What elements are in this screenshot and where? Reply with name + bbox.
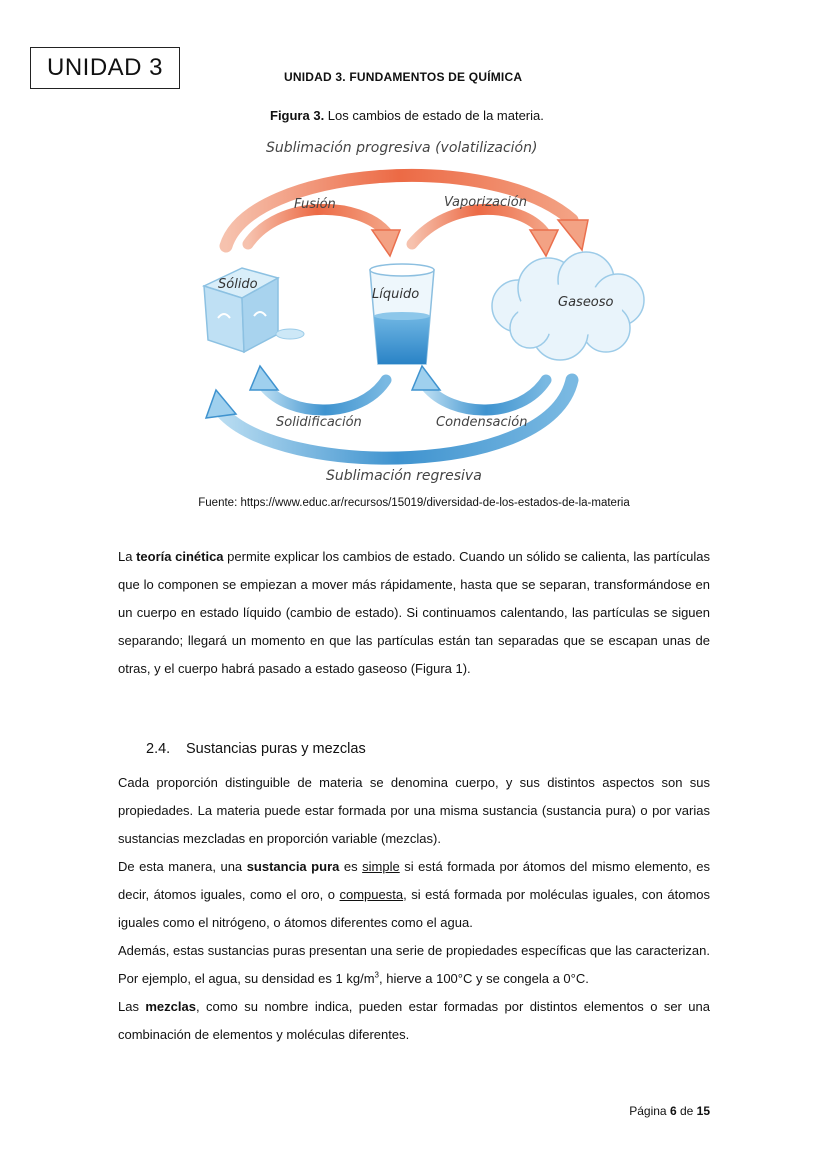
figure-caption-text: Los cambios de estado de la materia. xyxy=(324,108,544,123)
unit-label: UNIDAD 3 xyxy=(46,54,164,81)
term-mixtures: mezclas xyxy=(145,999,196,1014)
section-heading xyxy=(146,741,366,757)
page-total: 15 xyxy=(696,1104,710,1118)
figure-caption-number: Figura 3. xyxy=(270,108,325,123)
term-simple: simple xyxy=(362,859,400,874)
paragraph2-text: , hierve a 100°C y se congela a 0°C. xyxy=(379,971,589,986)
states-of-matter-diagram xyxy=(190,128,660,490)
paragraph2-text: , como su nombre indica, pueden estar formadas por distintos elementos o ser una combinación de elementos y moléculas diferentes. xyxy=(118,999,710,1042)
vaporization-arrow xyxy=(412,209,558,256)
page-current: 6 xyxy=(669,1104,677,1118)
label-gas: Gaseoso xyxy=(558,295,614,310)
label-sublimation-regressive: Sublimación regresiva xyxy=(326,468,482,484)
paragraph2-text: si está formada por átomos del mismo elemento, es decir, átomos iguales, como el oro, o xyxy=(118,859,710,902)
glass-of-water-illustration xyxy=(370,264,434,364)
page-separator: de xyxy=(676,1104,697,1118)
label-condensation: Condensación xyxy=(436,415,528,430)
unit-label-box xyxy=(30,47,180,89)
figure-source: Fuente: https://www.educ.ar/recursos/15019/diversidad-de-los-estados-de-la-materia xyxy=(198,497,630,509)
paragraph2-text: Además, estas sustancias puras presentan una serie de propiedades específicas que las caracterizan. Por ejemplo, el agua, su densidad es 1 kg/m xyxy=(118,943,710,986)
header-title: UNIDAD 3. FUNDAMENTOS DE QUÍMICA xyxy=(284,70,523,84)
label-liquid: Líquido xyxy=(372,287,420,302)
label-solidification: Solidificación xyxy=(276,415,362,430)
paragraph2-text: Las xyxy=(118,999,146,1014)
paragraph1-text: permite explicar los cambios de estado. Cuando un sólido se calienta, las partículas que lo componen se empiezan a mover más rápidamente, hasta que se separan, transformándose en un cuerpo en estado líquido (cambio de estado). Si continuamos calentando, las partículas se siguen separando; llegará un momento en que las partículas están tan separadas que se escapan unas de otras, y el cuerpo habrá pasado a estado gaseoso (Figura 1). xyxy=(118,549,710,676)
page-number xyxy=(629,1104,710,1118)
label-sublimation-progressive: Sublimación progresiva (volatilización) xyxy=(266,140,538,156)
paragraph-kinetic-theory xyxy=(118,543,710,683)
paragraph2-text: es xyxy=(339,859,363,874)
section-number: 2.4. xyxy=(146,741,171,757)
term-kinetic-theory: teoría cinética xyxy=(136,549,224,564)
term-pure-substance: sustancia pura xyxy=(246,859,340,874)
superscript-cubed: 3 xyxy=(374,970,379,980)
label-fusion: Fusión xyxy=(294,197,336,212)
section-title: Sustancias puras y mezclas xyxy=(186,741,366,757)
solidification-arrow xyxy=(250,366,386,410)
fusion-arrow xyxy=(248,209,400,256)
page-label: Página xyxy=(629,1104,670,1118)
paragraph-pure-substances xyxy=(118,769,710,1049)
paragraph2-text: Cada proporción distinguible de materia se denomina cuerpo, y sus distintos aspectos son sus propiedades. La materia puede estar formada por una misma sustancia (sustancia pura) o por varias sustancias mezcladas en proporción variable (mezclas). xyxy=(118,775,710,846)
paragraph1-text: La xyxy=(118,549,137,564)
label-solid: Sólido xyxy=(218,277,258,292)
condensation-arrow xyxy=(412,366,546,410)
term-compound: compuesta xyxy=(339,887,404,902)
figure-caption xyxy=(270,108,544,123)
paragraph2-text: , si está formada por moléculas iguales, con átomos iguales como el nitrógeno, o átomos diferentes como el agua. xyxy=(118,887,710,930)
paragraph2-text: De esta manera, una xyxy=(118,859,247,874)
label-vaporization: Vaporización xyxy=(444,195,527,210)
